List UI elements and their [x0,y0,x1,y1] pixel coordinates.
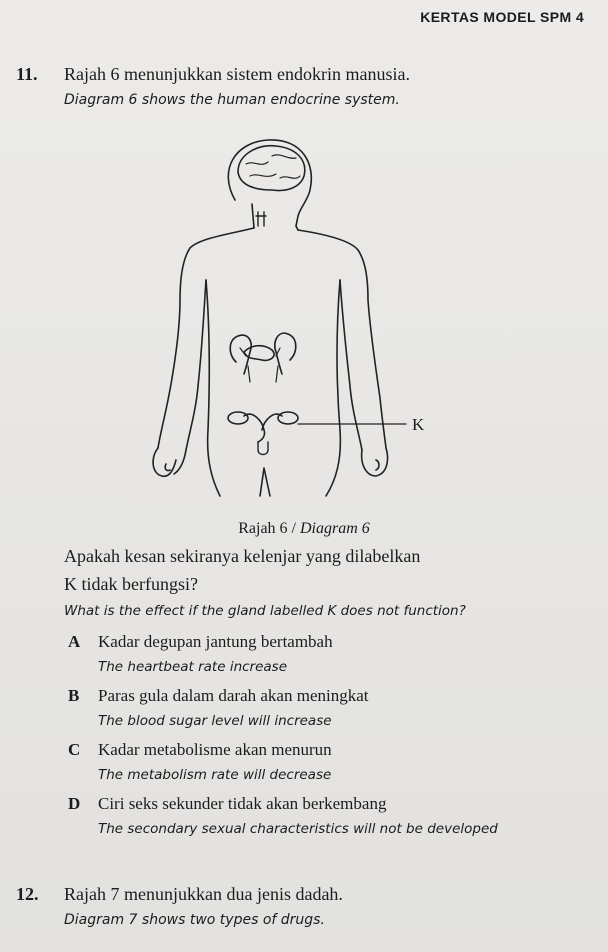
option-a-text-ms[interactable]: Kadar degupan jantung bertambah [98,632,333,651]
paper-header: KERTAS MODEL SPM 4 [420,9,584,25]
ovary-right [278,412,298,424]
question-11-number: 11. [16,64,38,84]
question-stem-ms-line1: Apakah kesan sekiranya kelenjar yang dilabelkan [64,546,421,566]
option-c-text-ms[interactable]: Kadar metabolisme akan menurun [98,740,332,759]
uterus-shape [244,414,282,442]
caption-en: Diagram 6 [299,520,370,537]
option-a-letter[interactable]: A [68,632,81,651]
question-12-text-ms: Rajah 7 menunjukkan dua jenis dadah. [64,884,343,904]
option-d-text-ms[interactable]: Ciri seks sekunder tidak akan berkembang [98,794,387,813]
diagram-caption [0,520,608,538]
left-hand [153,448,186,476]
option-a-text-en: The heartbeat rate increase [98,659,288,675]
option-c-text-en: The metabolism rate will decrease [98,767,332,783]
endocrine-system-diagram [140,130,440,510]
brain-shape [238,146,305,191]
ovary-left [228,412,248,424]
option-d-letter[interactable]: D [68,794,81,813]
legs-gap [260,468,270,496]
option-c-letter[interactable]: C [68,740,81,759]
question-stem-ms-line2: K tidak berfungsi? [64,574,198,594]
question-stem-en: What is the effect if the gland labelled K does not function? [64,603,466,619]
question-11-text-ms: Rajah 6 menunjukkan sistem endokrin manusia. [64,64,410,84]
question-11-text-en: Diagram 6 shows the human endocrine system. [64,92,400,108]
label-k: K [412,415,425,434]
thyroid-mark [256,212,266,226]
option-d-text-en: The secondary sexual characteristics will not be developed [98,821,498,837]
right-hand [362,448,388,476]
option-b-text-ms[interactable]: Paras gula dalam darah akan meningkat [98,686,369,705]
caption-ms: Rajah 6 / [238,520,300,537]
option-b-letter[interactable]: B [68,686,80,705]
question-12-text-en: Diagram 7 shows two types of drugs. [64,912,325,928]
question-12-number: 12. [16,884,39,904]
option-b-text-en: The blood sugar level will increase [98,713,332,729]
